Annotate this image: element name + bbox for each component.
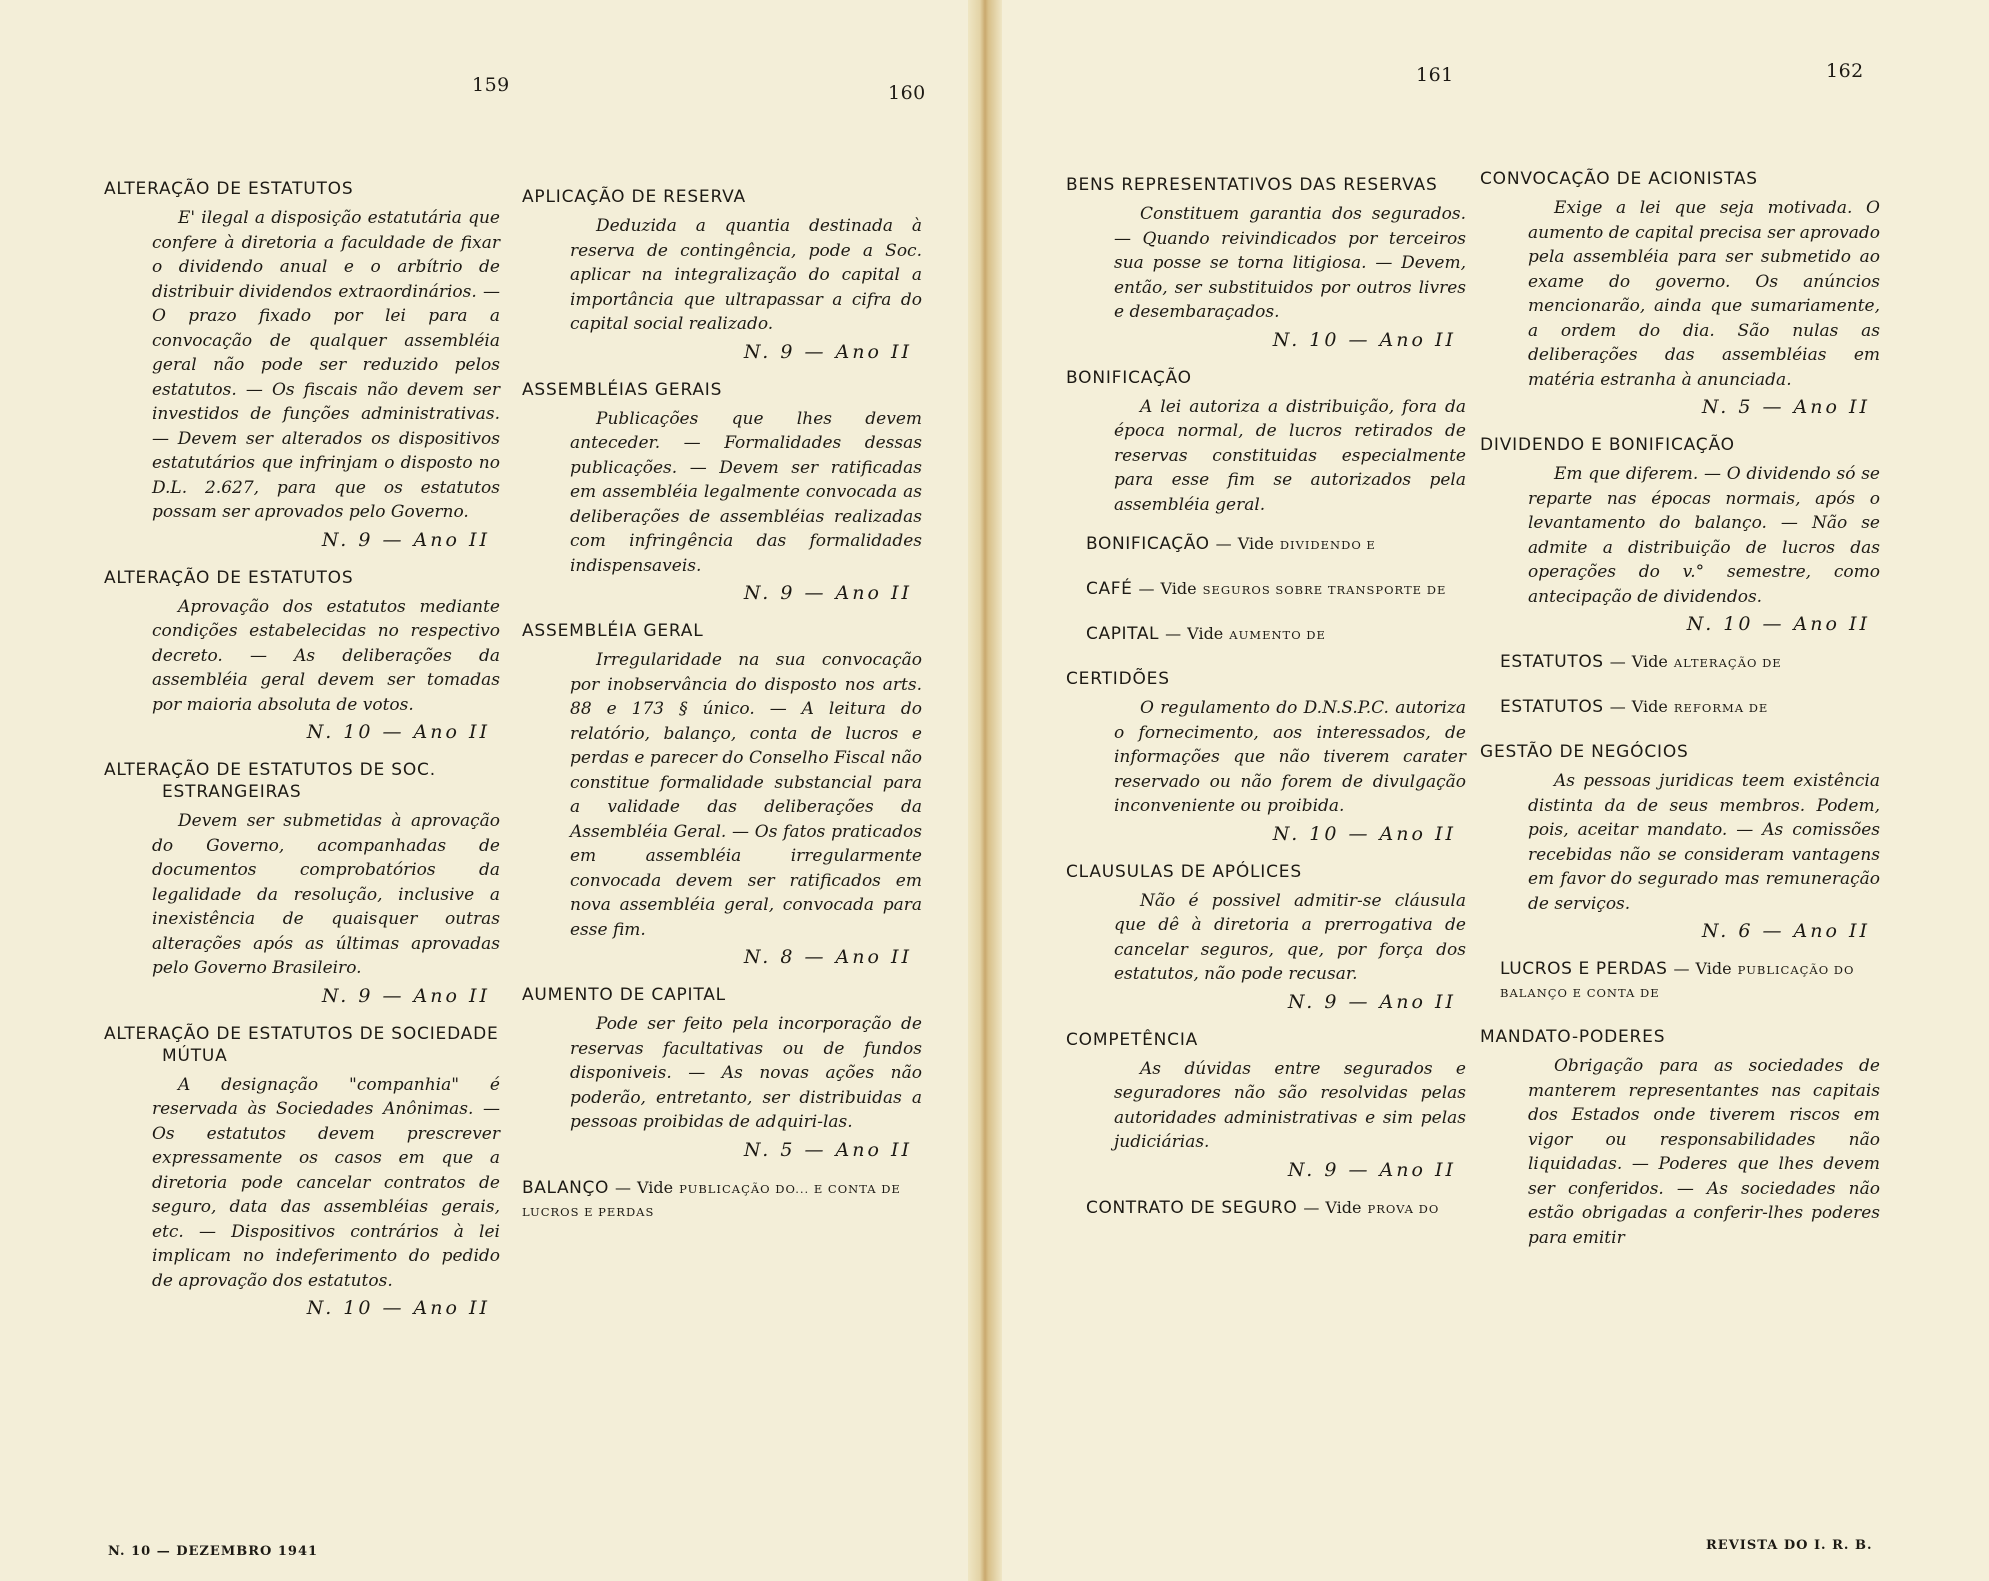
- cross-reference-vide: Vide: [1631, 697, 1668, 716]
- entry-heading: COMPETÊNCIA: [1066, 1029, 1199, 1050]
- entry-bens-representativos: [1066, 174, 1466, 351]
- cross-reference-vide: Vide: [636, 1177, 674, 1197]
- entry-body: Irregularidade na sua convocação por inobservância do disposto nos arts. 88 e 173 § único. — A leitura do relatório, balanço, conta de lucros e perdas e parecer do Conselho Fiscal não constitue formalidade substancial para a validade das deliberações da Assembléia Geral. — Os fatos praticados em assembléia irregularmente convocada devem ser ratificados em nova assembléia geral, convocada para esse fim.: [570, 650, 922, 940]
- entry-heading: DIVIDENDO E BONIFICAÇÃO: [1480, 435, 1735, 455]
- entry-heading: APLICAÇÃO DE RESERVA: [522, 187, 746, 207]
- cross-reference-heading: ESTATUTOS: [1500, 652, 1604, 672]
- entry-body: Exige a lei que seja motivada. O aumento de capital precisa ser aprovado pela assembléia para ser submetido ao exame do governo. Os anúncios mencionarão, ainda que sumariamente, a ordem do dia. São nulas as deliberações das assembléias em matéria estranha à anunciada.: [1528, 198, 1880, 390]
- cross-reference-heading: BALANÇO: [522, 1177, 609, 1198]
- entry-assembleia-geral: [522, 620, 922, 968]
- entry-heading: ALTERAÇÃO DE ESTATUTOS: [104, 179, 354, 199]
- entry-body: As dúvidas entre segurados e seguradores não são resolvidas pelas autoridades administrativas e sim pelas judiciárias.: [1114, 1058, 1466, 1152]
- page-number-160: 160: [888, 82, 926, 104]
- cross-reference-heading: CONTRATO DE SEGURO: [1086, 1197, 1298, 1218]
- entry-reference: N. 8 — Ano II: [743, 946, 912, 968]
- entry-body: Devem ser submetidas à aprovação do Governo, acompanhadas de documentos comprobatórios da legalidade da resolução, inclusive a inexistência de quaisquer outras alterações após as últimas aprovadas pelo Governo Brasileiro.: [152, 811, 500, 978]
- entry-heading: CLAUSULAS DE APÓLICES: [1066, 861, 1302, 882]
- cross-reference-contrato-de-seguro: [1066, 1197, 1466, 1220]
- cross-reference-heading: LUCROS E PERDAS: [1500, 959, 1668, 979]
- cross-reference-vide: Vide: [1695, 959, 1732, 978]
- page-number-161: 161: [1416, 64, 1454, 86]
- entry-reference: N. 10 — Ano II: [1272, 822, 1456, 845]
- cross-reference-heading: BONIFICAÇÃO: [1086, 534, 1210, 554]
- entry-heading: BENS REPRESENTATIVOS DAS RESERVAS: [1066, 175, 1438, 195]
- cross-reference-target: PUBLICAÇÃO DO... E CONTA DE LUCROS E PERDAS: [522, 1181, 901, 1219]
- entry-dividendo-e-bonificacao: [1480, 434, 1880, 635]
- entry-body: Pode ser feito pela incorporação de reservas facultativas ou de fundos disponiveis. — As novas ações não poderão, entretanto, ser distribuidas a pessoas proibidas de adquiri-las.: [570, 1014, 922, 1132]
- entry-body: Deduzida a quantia destinada à reserva de contingência, pode a Soc. aplicar na integralização do capital a importância que ultrapassar a cifra do capital social realizado.: [570, 216, 922, 334]
- page-number-162: 162: [1826, 60, 1864, 82]
- entry-body: Constituem garantia dos segurados. — Quando reivindicados por terceiros sua posse se torna litigiosa. — Devem, então, ser substituidos por outros livres e desembaraçados.: [1114, 204, 1466, 322]
- page-number-159: 159: [472, 74, 510, 96]
- entry-heading: GESTÃO DE NEGÓCIOS: [1480, 742, 1689, 762]
- entry-reference: N. 5 — Ano II: [1701, 396, 1870, 418]
- entry-heading: ALTERAÇÃO DE ESTATUTOS: [104, 567, 354, 588]
- cross-reference-capital: [1066, 623, 1466, 646]
- entry-heading: AUMENTO DE CAPITAL: [522, 985, 726, 1005]
- cross-reference-dash: —: [1165, 624, 1182, 643]
- entry-heading: MANDATO-PODERES: [1480, 1027, 1666, 1047]
- cross-reference-dash: —: [614, 1177, 631, 1197]
- entry-assembleias-gerais: [522, 379, 922, 605]
- column-page-161: [1066, 174, 1466, 1242]
- entry-reference: N. 6 — Ano II: [1701, 920, 1870, 942]
- entry-body: A designação "companhia" é reservada às Sociedades Anônimas. — Os estatutos devem prescrever expressamente os casos em que a diretoria pode cancelar contratos de seguro, data das assembléias gerais, etc. — Dispositivos contrários à lei implicam no indeferimento do pedido de aprovação dos estatutos.: [152, 1074, 500, 1291]
- entry-body: Obrigação para as sociedades de manterem representantes nas capitais dos Estados onde tiverem riscos em vigor ou responsabilidades não liquidadas. — Poderes que lhes devem ser conferidos. — As sociedades não estão obrigadas a conferir-lhes poderes para emitir: [1528, 1056, 1880, 1248]
- entry-reference: N. 9 — Ano II: [743, 582, 912, 604]
- cross-reference-target: DIVIDENDO E: [1279, 538, 1376, 552]
- entry-reference: N. 5 — Ano II: [743, 1138, 912, 1161]
- entry-body: Em que diferem. — O dividendo só se reparte nas épocas normais, após o levantamento do balanço. — Não se admite a distribuição de lucros das operações do v.° semestre, como antecipação de dividendos.: [1528, 464, 1880, 607]
- cross-reference-vide: Vide: [1325, 1197, 1362, 1217]
- cross-reference-heading: CAPITAL: [1086, 624, 1160, 644]
- entry-clausulas-de-apolices: [1066, 861, 1466, 1013]
- entry-heading: CONVOCAÇÃO DE ACIONISTAS: [1480, 169, 1758, 189]
- entry-heading: ALTERAÇÃO DE ESTATUTOS DE SOCIEDADE MÚTUA: [104, 1023, 499, 1066]
- column-page-159: [104, 178, 500, 1335]
- entry-reference: N. 9 — Ano II: [321, 528, 490, 551]
- entry-aplicacao-de-reserva: [522, 186, 922, 363]
- entry-heading: CERTIDÕES: [1066, 669, 1170, 689]
- entry-gestao-de-negocios: [1480, 741, 1880, 942]
- entry-alteracao-estatutos-1: [104, 178, 500, 551]
- cross-reference-target: PROVA DO: [1367, 1201, 1440, 1216]
- entry-mandato-poderes: [1480, 1026, 1880, 1250]
- book-gutter: [968, 0, 1002, 1581]
- entry-body: E' ilegal a disposição estatutária que confere à diretoria a faculdade de fixar o dividendo anual e o arbítrio de distribuir dividendos extraordinários. — O prazo fixado por lei para a convocação de qualquer assembléia geral não pode ser reduzido pelos estatutos. — Os fiscais não devem ser investidos de funções administrativas. — Devem ser alterados os dispositivos estatutários que infrinjam o disposto no D.L. 2.627, para que os estatutos possam ser aprovados pelo Governo.: [152, 208, 500, 522]
- footer-journal: REVISTA DO I. R. B.: [1706, 1538, 1873, 1553]
- entry-body: O regulamento do D.N.S.P.C. autoriza o fornecimento, aos interessados, de informações que não tiverem carater reservado ou não forem de divulgação inconveniente ou proibida.: [1114, 698, 1466, 816]
- cross-reference-vide: Vide: [1631, 652, 1668, 671]
- cross-reference-vide: Vide: [1187, 624, 1224, 643]
- entry-competencia: [1066, 1029, 1466, 1181]
- entry-reference: N. 10 — Ano II: [1272, 328, 1456, 351]
- cross-reference-estatutos-reforma: [1480, 696, 1880, 719]
- entry-alteracao-estatutos-2: [104, 567, 500, 744]
- cross-reference-dash: —: [1609, 697, 1626, 716]
- entry-convocacao-de-acionistas: [1480, 168, 1880, 418]
- entry-reference: N. 9 — Ano II: [743, 340, 912, 363]
- entry-body: Aprovação dos estatutos mediante condições estabelecidas no respectivo decreto. — As deliberações da assembléia geral devem ser tomadas por maioria absoluta de votos.: [152, 596, 500, 715]
- entry-bonificacao: [1066, 367, 1466, 518]
- entry-reference: N. 10 — Ano II: [306, 721, 490, 743]
- cross-reference-heading: ESTATUTOS: [1500, 697, 1604, 717]
- entry-aumento-de-capital: [522, 984, 922, 1161]
- column-page-162: [1480, 168, 1880, 1266]
- cross-reference-dash: —: [1303, 1197, 1320, 1217]
- cross-reference-target: ALTERAÇÃO DE: [1673, 656, 1782, 670]
- entry-reference: N. 10 — Ano II: [306, 1297, 490, 1319]
- cross-reference-cafe: [1066, 578, 1466, 601]
- entry-heading: ASSEMBLÉIA GERAL: [522, 621, 704, 641]
- entry-heading: BONIFICAÇÃO: [1066, 367, 1192, 388]
- cross-reference-target: REFORMA DE: [1673, 701, 1769, 715]
- cross-reference-vide: Vide: [1160, 579, 1197, 598]
- entry-reference: N. 9 — Ano II: [1287, 1158, 1456, 1181]
- cross-reference-dash: —: [1138, 579, 1155, 598]
- entry-reference: N. 9 — Ano II: [321, 984, 490, 1007]
- cross-reference-heading: CAFÉ: [1086, 579, 1133, 599]
- cross-reference-target: PUBLICAÇÃO DO BALANÇO E CONTA DE: [1500, 963, 1855, 1000]
- cross-reference-vide: Vide: [1237, 534, 1274, 553]
- cross-reference-bonificacao: [1066, 533, 1466, 556]
- cross-reference-lucros-e-perdas: [1480, 958, 1880, 1004]
- cross-reference-dash: —: [1215, 534, 1232, 553]
- entry-heading: ASSEMBLÉIAS GERAIS: [522, 379, 723, 400]
- entry-alteracao-estatutos-sociedade-mutua: [104, 1023, 500, 1320]
- cross-reference-balanco: [522, 1177, 922, 1223]
- entry-certidoes: [1066, 668, 1466, 845]
- column-page-160: [522, 186, 922, 1245]
- cross-reference-dash: —: [1609, 652, 1626, 671]
- entry-body: A lei autoriza a distribuição, fora da época normal, de lucros retirados de reservas constituidas especialmente para esse fim se autorizados pela assembléia geral.: [1114, 396, 1466, 515]
- cross-reference-target: SEGUROS SOBRE TRANSPORTE DE: [1202, 583, 1447, 597]
- entry-body: Não é possivel admitir-se cláusula que dê à diretoria a prerrogativa de cancelar seguros, que, por força dos estatutos, não pode recusar.: [1114, 890, 1466, 984]
- entry-heading: ALTERAÇÃO DE ESTATUTOS DE SOC. ESTRANGEIRAS: [104, 760, 436, 802]
- entry-alteracao-estatutos-soc-estrangeiras: [104, 759, 500, 1007]
- entry-reference: N. 10 — Ano II: [1686, 613, 1870, 635]
- entry-reference: N. 9 — Ano II: [1287, 990, 1456, 1013]
- entry-body: Publicações que lhes devem anteceder. — Formalidades dessas publicações. — Devem ser ratificadas em assembléia legalmente convocada as deliberações de assembléias realizadas com infringência das formalidades indispensaveis.: [570, 408, 922, 576]
- cross-reference-dash: —: [1673, 959, 1690, 978]
- footer-issue: N. 10 — DEZEMBRO 1941: [108, 1544, 319, 1559]
- cross-reference-estatutos-alteracao: [1480, 651, 1880, 674]
- cross-reference-target: AUMENTO DE: [1229, 628, 1326, 642]
- entry-body: As pessoas juridicas teem existência distinta da de seus membros. Podem, pois, aceitar mandato. — As comissões recebidas não se consideram vantagens em favor do segurado mas remuneração de serviços.: [1528, 771, 1880, 914]
